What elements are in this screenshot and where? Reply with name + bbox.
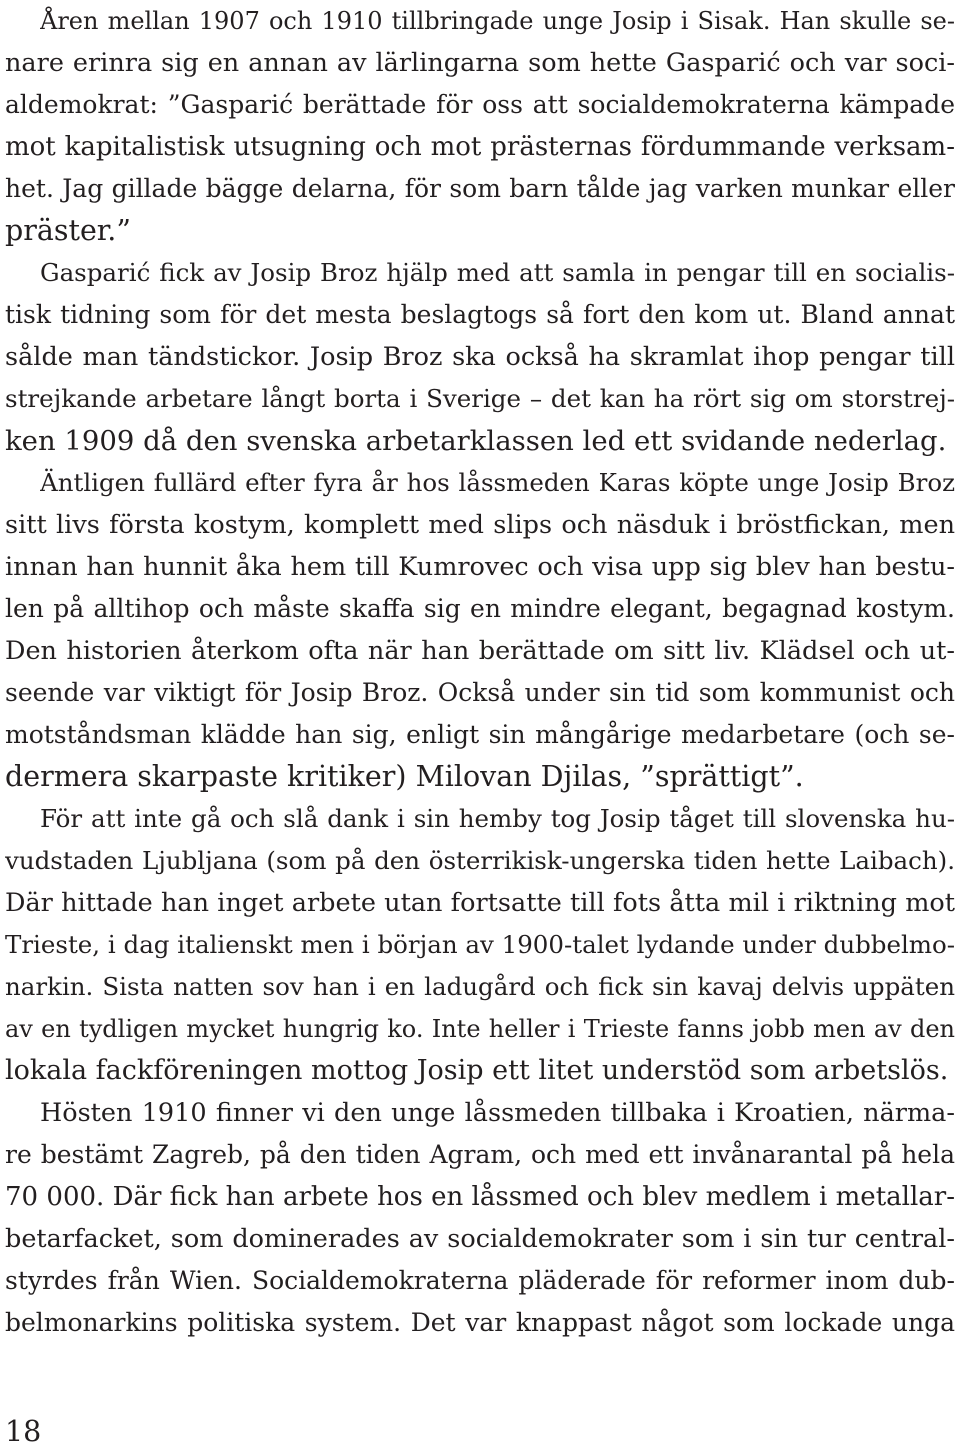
text-line: Hösten 1910 finner vi den unge låssmeden tillbaka i Kroatien, närma- [40, 1098, 955, 1128]
text-line: För att inte gå och slå dank i sin hemby tog Josip tåget till slovenska hu- [40, 804, 955, 833]
text-line: sålde man tändstickor. Josip Broz ska också ha skramlat ihop pengar till [5, 342, 955, 372]
text-line: belmonarkins politiska system. Det var knappast något som lockade unga [5, 1308, 955, 1337]
text-line: ken 1909 då den svenska arbetarklassen led ett svidande nederlag. [5, 425, 947, 457]
text-line: len på alltihop och måste skaffa sig en mindre elegant, begagnad kostym. [5, 594, 955, 623]
text-line: Åren mellan 1907 och 1910 tillbringade unge Josip i Sisak. Han skulle se- [40, 7, 955, 35]
text-line: motståndsman klädde han sig, enligt sin mångårige medarbetare (och se- [5, 720, 955, 749]
text-line: lokala fackföreningen mottog Josip ett litet understöd som arbetslös. [5, 1055, 949, 1086]
text-line: het. Jag gillade bägge delarna, för som barn tålde jag varken munkar eller [5, 174, 955, 203]
text-line: nare erinra sig en annan av lärlingarna som hette Gasparić och var soci- [5, 48, 955, 78]
text-line: dermera skarpaste kritiker) Milovan Djilas, ”sprättigt”. [5, 760, 804, 793]
text-line: Äntligen fullärd efter fyra år hos låssmeden Karas köpte unge Josip Broz [40, 468, 955, 497]
text-line: av en tydligen mycket hungrig ko. Inte heller i Trieste fanns jobb men av den [5, 1015, 955, 1043]
text-line: Den historien återkom ofta när han berättade om sitt liv. Klädsel och ut- [5, 636, 955, 666]
text-line: re bestämt Zagreb, på den tiden Agram, och med ett invånarantal på hela [5, 1140, 955, 1169]
text-line: Gasparić fick av Josip Broz hjälp med att samla in pengar till en socialis- [40, 258, 955, 287]
text-line: tisk tidning som för det mesta beslagtogs så fort den kom ut. Bland annat [5, 300, 955, 329]
text-line: seende var viktigt för Josip Broz. Också under sin tid som kommunist och [5, 678, 955, 707]
text-line: betarfacket, som dominerades av socialdemokrater som i sin tur central- [5, 1224, 955, 1254]
text-line: innan han hunnit åka hem till Kumrovec och visa upp sig blev han bestu- [5, 552, 955, 582]
text-line: vudstaden Ljubljana (som på den österrikisk-ungerska tiden hette Laibach). [5, 846, 955, 875]
text-line: Där hittade han inget arbete utan fortsatte till fots åtta mil i riktning mot [5, 888, 955, 918]
page-number: 18 [5, 1415, 42, 1448]
text-line: präster.” [5, 214, 131, 247]
text-line: narkin. Sista natten sov han i en ladugård och fick sin kavaj delvis uppäten [5, 972, 955, 1001]
text-line: Trieste, i dag italienskt men i början av 1900-talet lydande under dubbelmo- [5, 930, 955, 959]
text-line: styrdes från Wien. Socialdemokraterna pläderade för reformer inom dub- [5, 1266, 955, 1295]
text-line: aldemokrat: ”Gasparić berättade för oss att socialdemokraterna kämpade [5, 90, 955, 119]
text-line: sitt livs första kostym, komplett med slips och näsduk i bröstfickan, men [5, 510, 955, 540]
text-line: 70 000. Där fick han arbete hos en låssmed och blev medlem i metallar- [5, 1182, 955, 1212]
text-line: mot kapitalistisk utsugning och mot prästernas fördummande verksam- [5, 132, 955, 162]
text-line: strejkande arbetare långt borta i Sverige – det kan ha rört sig om storstrej- [5, 384, 955, 413]
